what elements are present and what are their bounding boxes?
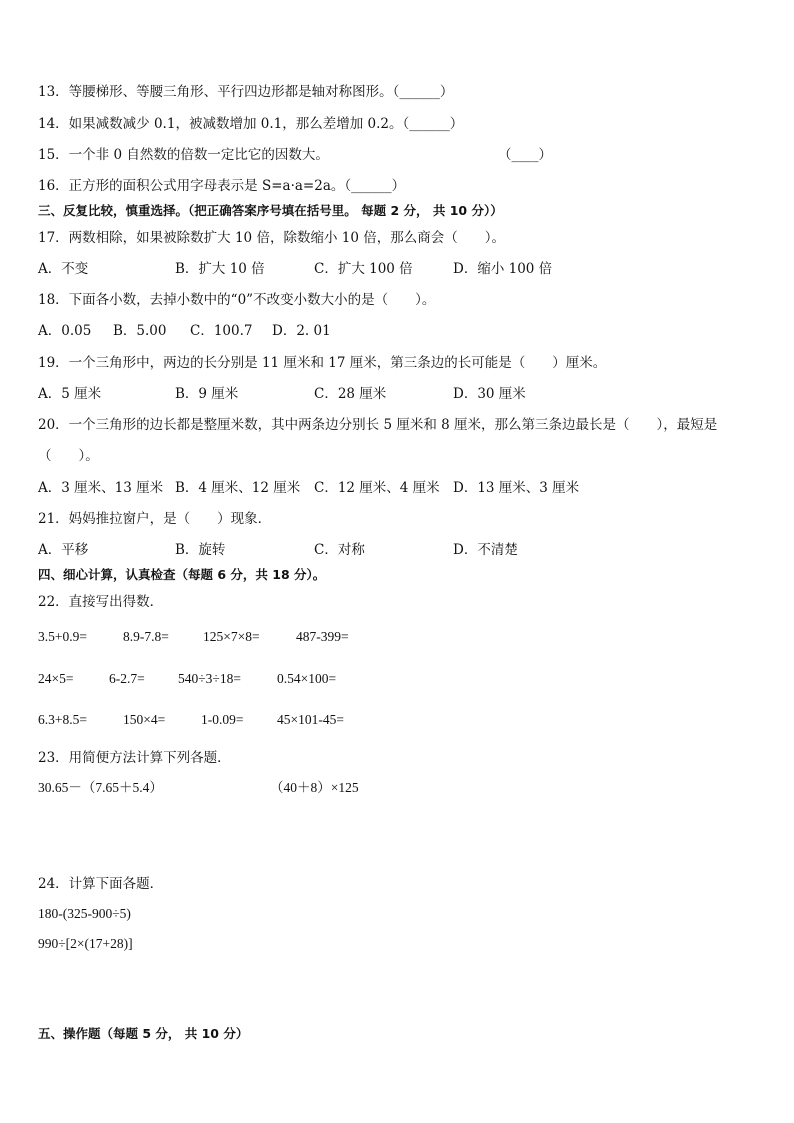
q22-r1-c4: 487-399= [296,629,349,644]
q18-option-c: C．100.7 [190,323,253,339]
question-15: 15．一个非 0 自然数的倍数一定比它的因数大。 [38,147,329,163]
q22-r3-c4: 45×101-45= [277,712,344,727]
q21-option-a: A．平移 [38,542,89,558]
question-20-line-1: 20．一个三角形的边长都是整厘米数，其中两条边分别长 5 厘米和 8 厘米，那么第三条边最长是（ ），最短是 [38,417,718,433]
question-23: 23．用简便方法计算下列各题． [38,750,231,766]
q22-r3-c2: 150×4= [123,712,166,727]
question-19: 19．一个三角形中，两边的长分别是 11 厘米和 17 厘米，第三条边的长可能是（ ）厘米。 [38,355,607,371]
question-16: 16．正方形的面积公式用字母表示是 S=a·a=2a。（______） [38,178,406,194]
question-18: 18．下面各小数，去掉小数中的“0”不改变小数大小的是（ ）。 [38,292,436,308]
q18-option-d: D．2. 01 [272,323,331,339]
q20-option-c: C．12 厘米、4 厘米 [314,480,440,496]
question-14: 14．如果减数减少 0.1，被减数增加 0.1，那么差增加 0.2。（______） [38,116,464,132]
q19-option-b: B．9 厘米 [175,386,239,402]
section-5-header: 五、操作题（每题 5 分， 共 10 分） [38,1026,249,1041]
question-13: 13．等腰梯形、等腰三角形、平行四边形都是轴对称图形。（______） [38,84,454,100]
q22-r1-c1: 3.5+0.9= [38,629,87,644]
q20-option-d: D．13 厘米、3 厘米 [453,480,580,496]
q19-option-d: D．30 厘米 [453,386,526,402]
q24-expr-2: 990÷[2×(17+28)] [38,936,133,951]
q23-expr-1: 30.65－（7.65＋5.4） [38,780,163,795]
q17-option-c: C．扩大 100 倍 [314,261,413,277]
q17-option-a: A．不变 [38,261,89,277]
q22-r2-c3: 540÷3÷18= [178,671,241,686]
q22-r2-c2: 6-2.7= [109,671,145,686]
q20-option-b: B．4 厘米、12 厘米 [175,480,301,496]
q21-option-c: C．对称 [314,542,365,558]
q20-option-a: A．3 厘米、13 厘米 [38,480,164,496]
q23-expr-2: （40＋8）×125 [270,780,359,795]
q18-option-a: A．0.05 [38,323,92,339]
question-15-blank: （____） [498,147,552,163]
q22-r1-c3: 125×7×8= [203,629,260,644]
q22-r2-c4: 0.54×100= [277,671,337,686]
q19-option-a: A．5 厘米 [38,386,102,402]
q22-r3-c1: 6.3+8.5= [38,712,87,727]
question-22: 22．直接写出得数． [38,594,164,610]
section-4-header: 四、细心计算，认真检查（每题 6 分，共 18 分）。 [38,567,326,582]
q22-r3-c3: 1-0.09= [201,712,244,727]
q17-option-b: B．扩大 10 倍 [175,261,265,277]
q22-r1-c2: 8.9-7.8= [123,629,169,644]
question-20-line-2: （ ）。 [38,448,99,464]
q18-option-b: B．5.00 [113,323,167,339]
q22-r2-c1: 24×5= [38,671,74,686]
q24-expr-1: 180-(325-900÷5) [38,906,131,921]
section-3-header: 三、反复比较，慎重选择。（把正确答案序号填在括号里。 每题 2 分， 共 10 分）） [38,203,503,218]
question-21: 21．妈妈推拉窗户，是（ ）现象． [38,511,272,527]
q19-option-c: C．28 厘米 [314,386,387,402]
q21-option-b: B．旋转 [175,542,226,558]
q17-option-d: D．缩小 100 倍 [453,261,553,277]
q21-option-d: D．不清楚 [453,542,518,558]
question-24: 24．计算下面各题． [38,876,164,892]
question-17: 17．两数相除，如果被除数扩大 10 倍，除数缩小 10 倍，那么商会（ ）。 [38,230,505,246]
